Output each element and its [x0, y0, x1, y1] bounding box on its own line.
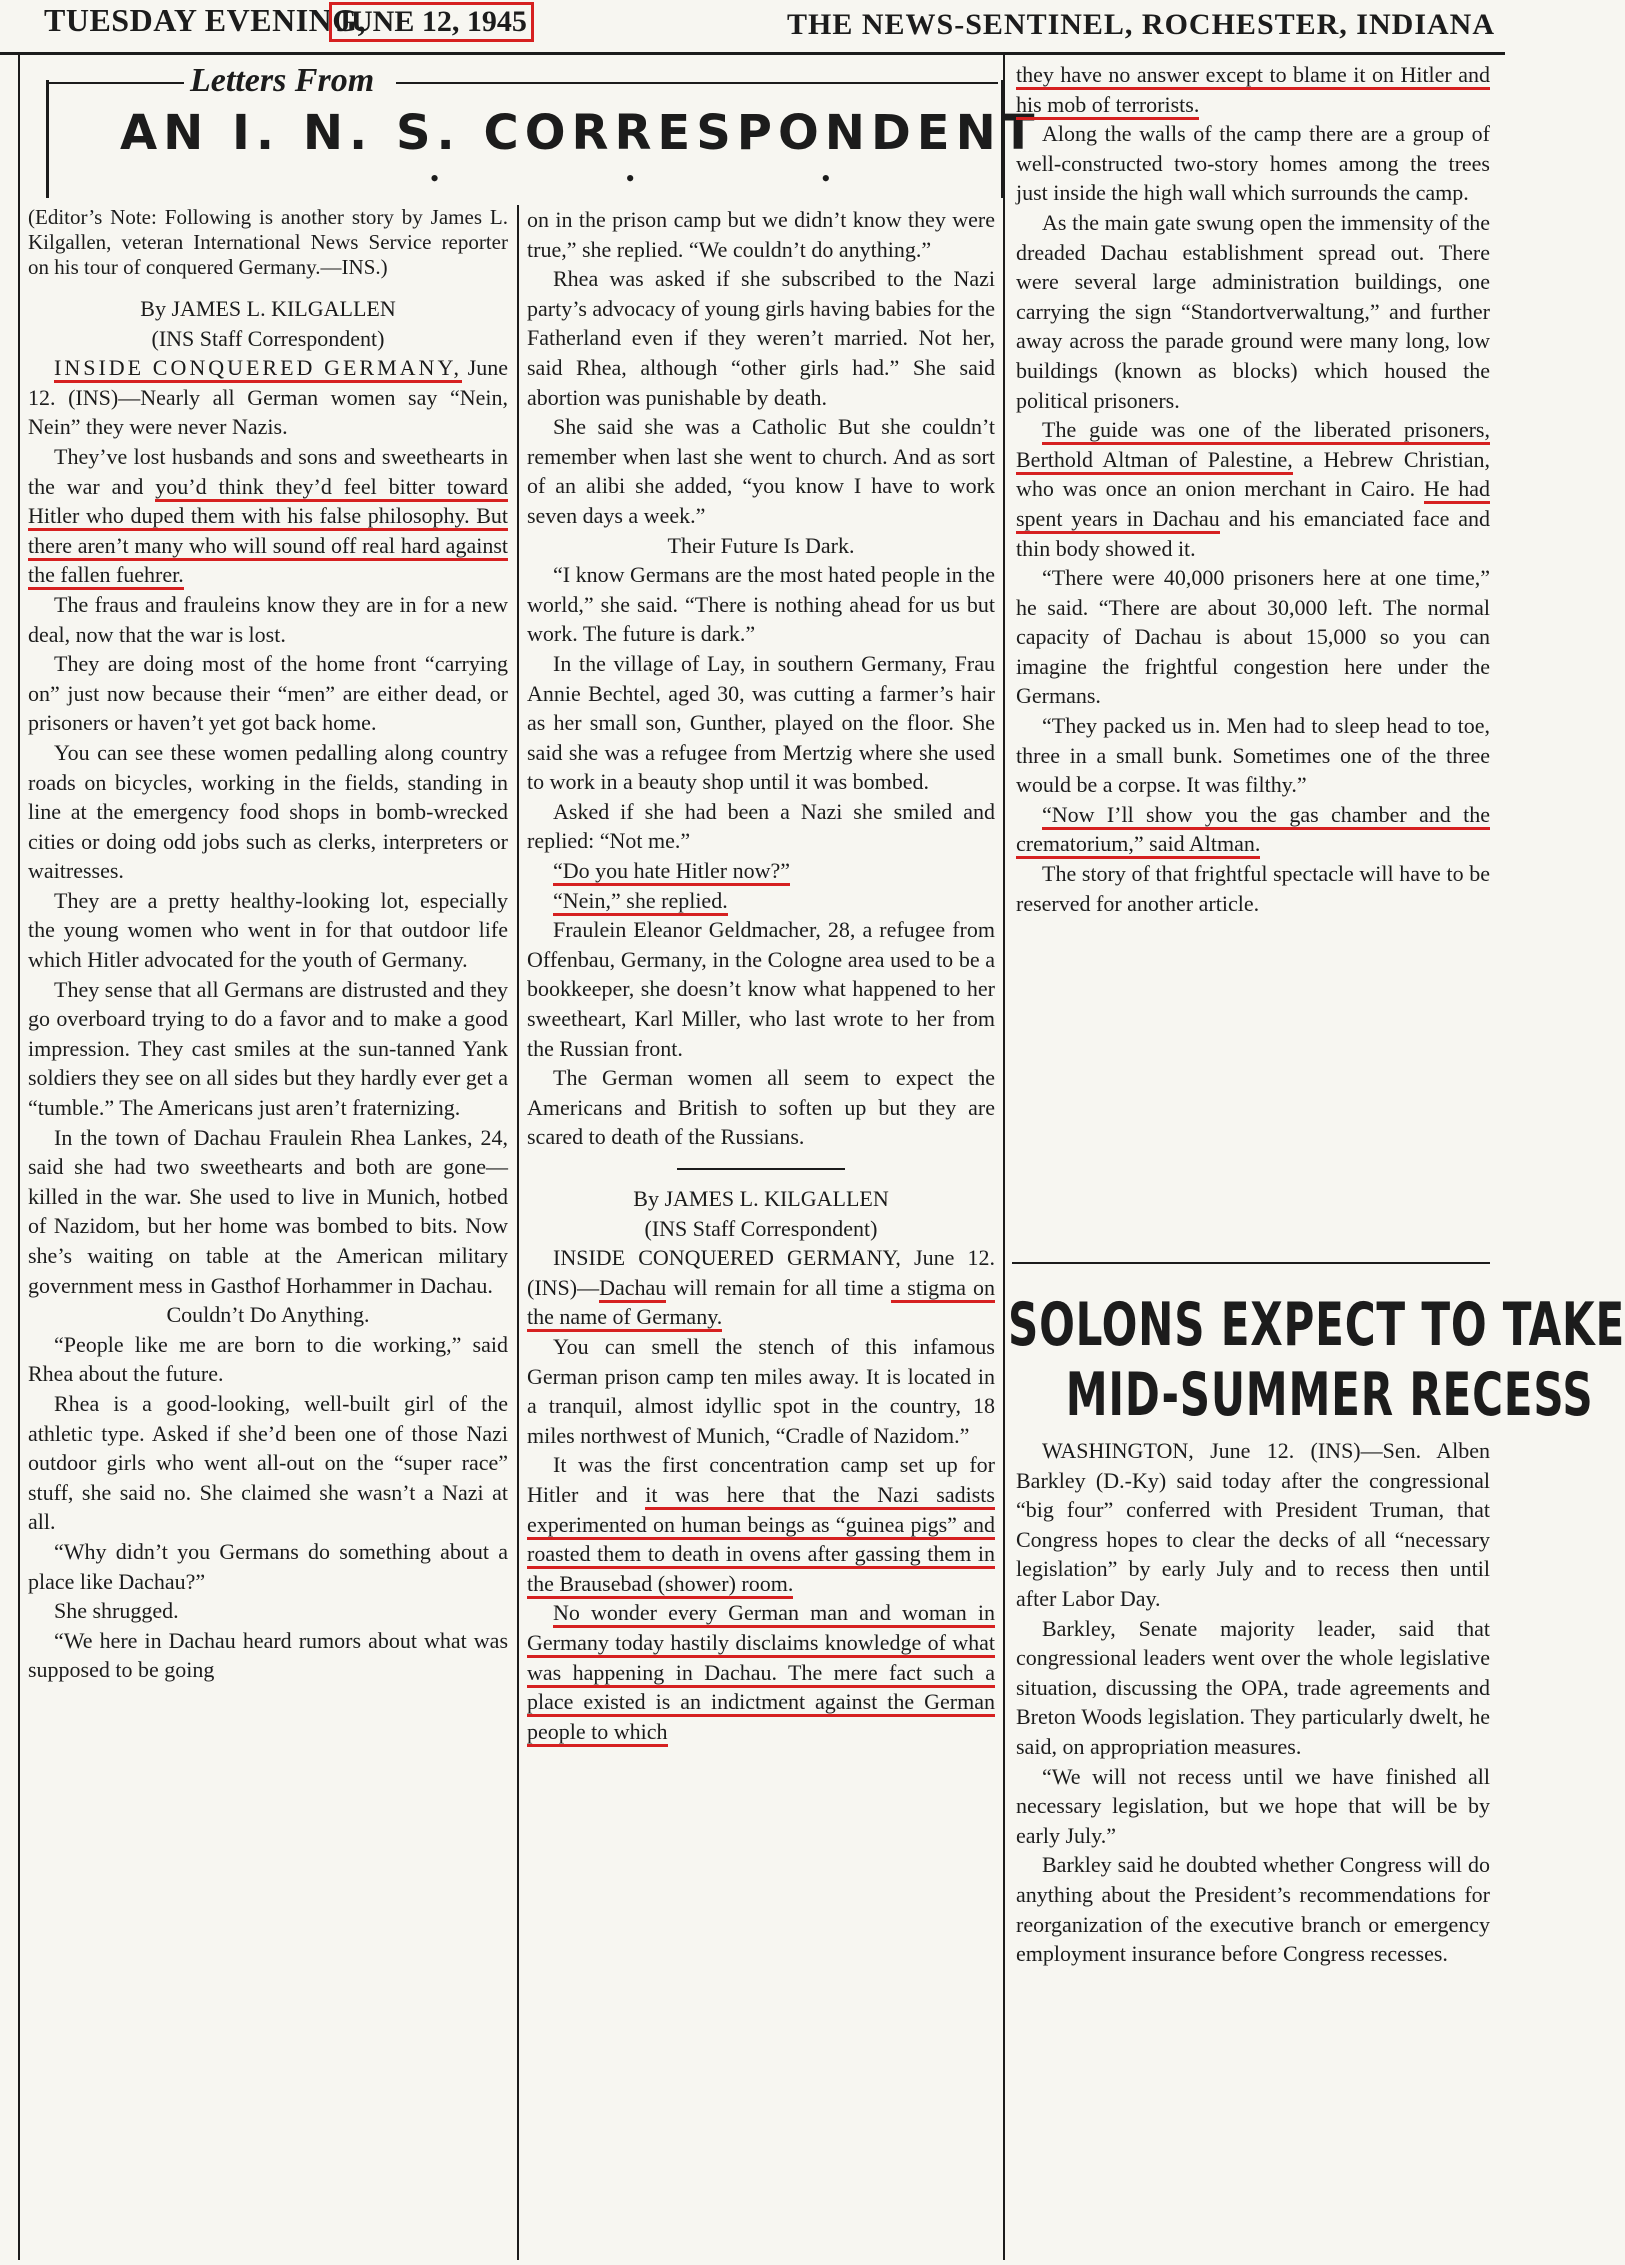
paragraph: In the village of Lay, in southern Germany, Frau Annie Bechtel, aged 30, was cutting a farmer’s hair as her small son, Gunther, played on the floor. She said she was a refugee from Mertzig where she used to work in a beauty shop until it was bombed. [527, 650, 995, 795]
paragraph: Barkley, Senate majority leader, said that congressional leaders went over the whole legislative situation, discussing the OPA, trade agreements and Breton Woods legislation. They particularly dwelt, he said, on appropriation measures. [1016, 1615, 1490, 1759]
underlined-passage: they have no answer except to blame it on Hitler and his mob of terrorists. [1016, 62, 1490, 120]
paragraph: “Why didn’t you Germans do something about a place like Dachau?” [28, 1538, 508, 1594]
headline-dots: • • • [430, 164, 921, 193]
paragraph [527, 1598, 995, 1746]
paragraph: You can smell the stench of this infamous German prison camp ten miles away. It is located in a tranquil, almost idyllic spot in the country, 18 miles northwest of Munich, “Cradle of Nazidom.” [527, 1333, 995, 1448]
column-2 [527, 205, 995, 1746]
paragraph: It was the first concentration camp set up for Hitler and it was here that the Nazi sadists experimented on human beings as “guinea pigs” and roasted them to death in ovens after gassing them in the Brausebad (shower) room. [527, 1450, 995, 1598]
paragraph: Along the walls of the camp there are a group of well-constructed two-story homes among the trees just inside the high wall which surrounds the camp. [1016, 121, 1490, 206]
underlined-passage: a stigma on the name of Germany. [527, 1275, 995, 1333]
paragraph: “I know Germans are the most hated people in the world,” she said. “There is nothing ahead for us but work. The future is dark.” [527, 562, 995, 647]
staff-line: (INS Staff Correspondent) [151, 325, 385, 351]
paragraph: “We will not recess until we have finished all necessary legislation, but we hope that will be by early July.” [1016, 1763, 1490, 1848]
paragraph: As the main gate swung open the immensity of the dreaded Dachau establishment spread out. There were several large administration buildings, one carrying the sign “Standortverwaltung,” and further away across the parade ground were many long, low buildings (known as blocks) which housed the political prisoners. [1016, 209, 1490, 413]
paragraph: The fraus and frauleins know they are in for a new deal, now that the war is lost. [28, 591, 508, 647]
staff-line: (INS Staff Correspondent) [644, 1215, 878, 1241]
underlined-passage: you’d think they’d feel bitter toward Hitler who duped them with his false philosophy. But there aren’t many who will sound off real hard against the fallen fuehrer. [28, 474, 508, 591]
masthead-date-highlight: JUNE 12, 1945 [329, 2, 534, 42]
dateline-paragraph: INSIDE CONQUERED GERMANY, June 12. (INS)—Dachau will remain for all time a stigma on the name of Germany. [527, 1243, 995, 1332]
underlined-passage: it was here that the Nazi sadists experimented on human beings as “guinea pigs” and roasted them to death in ovens after gassing them in the Brausebad (shower) room. [527, 1482, 995, 1599]
paragraph: They’ve lost husbands and sons and sweethearts in the war and you’d think they’d feel bitter toward Hitler who duped them with his false philosophy. But there aren’t many who will sound off real hard against the fallen fuehrer. [28, 442, 508, 590]
paragraph: The German women all seem to expect the Americans and British to soften up but they are scared to death of the Russians. [527, 1065, 995, 1150]
masthead-paper-name: THE NEWS-SENTINEL, ROCHESTER, INDIANA [787, 8, 1495, 41]
column-rule-1 [517, 205, 519, 2260]
column-3 [1016, 60, 1490, 918]
article-separator [677, 1152, 845, 1170]
underlined-passage: No wonder every German man and woman in Germany today hastily disclaims knowledge of what was happening in Dachau. The mere fact such a place existed is an indictment against the German people to which [527, 1600, 995, 1746]
underlined-passage: “Now I’ll show you the gas chamber and the crematorium,” said Altman. [1016, 802, 1490, 860]
subhead: Their Future Is Dark. [667, 532, 855, 558]
paragraph: You can see these women pedalling along country roads on bicycles, working in the fields, standing in line at the emergency food shops in bomb-wrecked cities or doing odd jobs such as clerks, interpreters or waitresses. [28, 739, 508, 884]
paragraph: Asked if she had been a Nazi she smiled and replied: “Not me.” [527, 798, 995, 854]
subhead: Couldn’t Do Anything. [166, 1302, 370, 1328]
paragraph [527, 856, 995, 886]
underlined-passage: Dachau [599, 1275, 666, 1303]
paragraph: on in the prison camp but we didn’t know they were true,” she replied. “We couldn’t do anything.” [527, 207, 995, 262]
paragraph: Fraulein Eleanor Geldmacher, 28, a refugee from Offenbau, Germany, in the Cologne area used to be a bookkeeper, she doesn’t know what happened to her sweetheart, Karl Miller, who last wrote to her from the Russian front. [527, 917, 995, 1061]
byline: By JAMES L. KILGALLEN [633, 1186, 889, 1211]
column-3-lower [1016, 1436, 1490, 1969]
underlined-passage: “Do you hate Hitler now?” [553, 858, 790, 886]
dateline-underlined: INSIDE CONQUERED GERMANY, [54, 355, 462, 383]
recess-headline: SOLONS EXPECT TO TAKE MID-SUMMER RECESS [1008, 1290, 1625, 1430]
underlined-passage: The guide was one of the liberated prisoners, Berthold Altman of Palestine, [1016, 417, 1490, 475]
paragraph: “They packed us in. Men had to sleep head to toe, three in a small bunk. Sometimes one of the three would be a corpse. It was filthy.” [1016, 713, 1490, 798]
paragraph: They sense that all Germans are distrusted and they go overboard trying to do a favor and to make a good impression. They cast smiles at the sun-tanned Yank soldiers they see on all sides but they hardly ever get a “tumble.” The Americans just aren’t fraternizing. [28, 976, 508, 1121]
article-kicker: Letters From [190, 62, 375, 99]
underlined-passage: “Nein,” she replied. [553, 888, 728, 916]
paragraph: “People like me are born to die working,” said Rhea about the future. [28, 1331, 508, 1387]
paragraph: The guide was one of the liberated prisoners, Berthold Altman of Palestine, a Hebrew Christian, who was once an onion merchant in Cairo. He had spent years in Dachau and his emanciated face and thin body showed it. [1016, 417, 1491, 561]
editor-note: (Editor’s Note: Following is another story by James L. Kilgallen, veteran International News Service reporter on his tour of conquered Germany.—INS.) [28, 205, 508, 279]
masthead [0, 0, 1505, 55]
masthead-day: TUESDAY EVENING, [44, 2, 367, 38]
paragraph: WASHINGTON, June 12. (INS)—Sen. Alben Barkley (D.-Ky) said today after the congressional “big four” conferred with President Truman, that Congress hopes to clear the decks of all “necessary legislation” by early July and to recess then until after Labor Day. [1016, 1438, 1490, 1611]
paragraph: “We here in Dachau heard rumors about what was supposed to be going [28, 1627, 508, 1683]
article-headline: AN I. N. S. CORRESPONDENT [120, 105, 1041, 161]
paragraph: They are doing most of the home front “carrying on” just now because their “men” are either dead, or prisoners or haven’t yet got back home. [28, 651, 508, 736]
page-left-rule [18, 52, 20, 2260]
paragraph [1016, 60, 1490, 119]
paragraph: In the town of Dachau Fraulein Rhea Lankes, 24, said she had two sweethearts and both are gone—killed in the war. She used to live in Munich, hotbed of Nazidom, but her home was bombed to bits. Now she’s waiting on table at the American military government mess in Gasthof Horhammer in Dachau. [28, 1124, 508, 1298]
paragraph: Rhea is a good-looking, well-built girl of the athletic type. Asked if she’d been one of those Nazi outdoor girls who went all-out on the “super race” stuff, she said no. She claimed she wasn’t a Nazi at all. [28, 1390, 508, 1535]
paragraph [527, 886, 995, 916]
byline: By JAMES L. KILGALLEN [140, 296, 396, 321]
paragraph: “There were 40,000 prisoners here at one time,” he said. “There are about 30,000 left. The normal capacity of Dachau is about 15,000 so you can imagine the frightful congestion here under the Germans. [1016, 565, 1490, 709]
column-rule-2 [1003, 52, 1005, 2260]
column-1 [28, 205, 508, 1685]
paragraph: Rhea was asked if she subscribed to the Nazi party’s advocacy of young girls having babies for the Fatherland even if they weren’t married. Not her, said Rhea, although “other girls had.” She said abortion was punishable by death. [527, 266, 995, 410]
paragraph: She said she was a Catholic But she couldn’t remember when last she went to church. And as sort of an alibi she added, “you know I have to work seven days a week.” [527, 414, 995, 528]
paragraph: The story of that frightful spectacle will have to be reserved for another article. [1016, 861, 1490, 916]
paragraph: Barkley said he doubted whether Congress will do anything about the President’s recommendations for reorganization of the executive branch or emergency employment insurance before Congress recesses. [1016, 1852, 1490, 1967]
underlined-passage: He had spent years in Dachau [1016, 476, 1490, 534]
article-separator [1012, 1262, 1490, 1264]
paragraph: They are a pretty healthy-looking lot, especially the young women who went in for that outdoor life which Hitler advocated for the youth of Germany. [28, 887, 508, 973]
dateline-paragraph: INSIDE CONQUERED GERMANY, June 12. (INS)—Nearly all German women say “Nein, Nein” they were never Nazis. [28, 355, 508, 440]
paragraph: She shrugged. [54, 1598, 179, 1624]
paragraph [1016, 800, 1490, 859]
